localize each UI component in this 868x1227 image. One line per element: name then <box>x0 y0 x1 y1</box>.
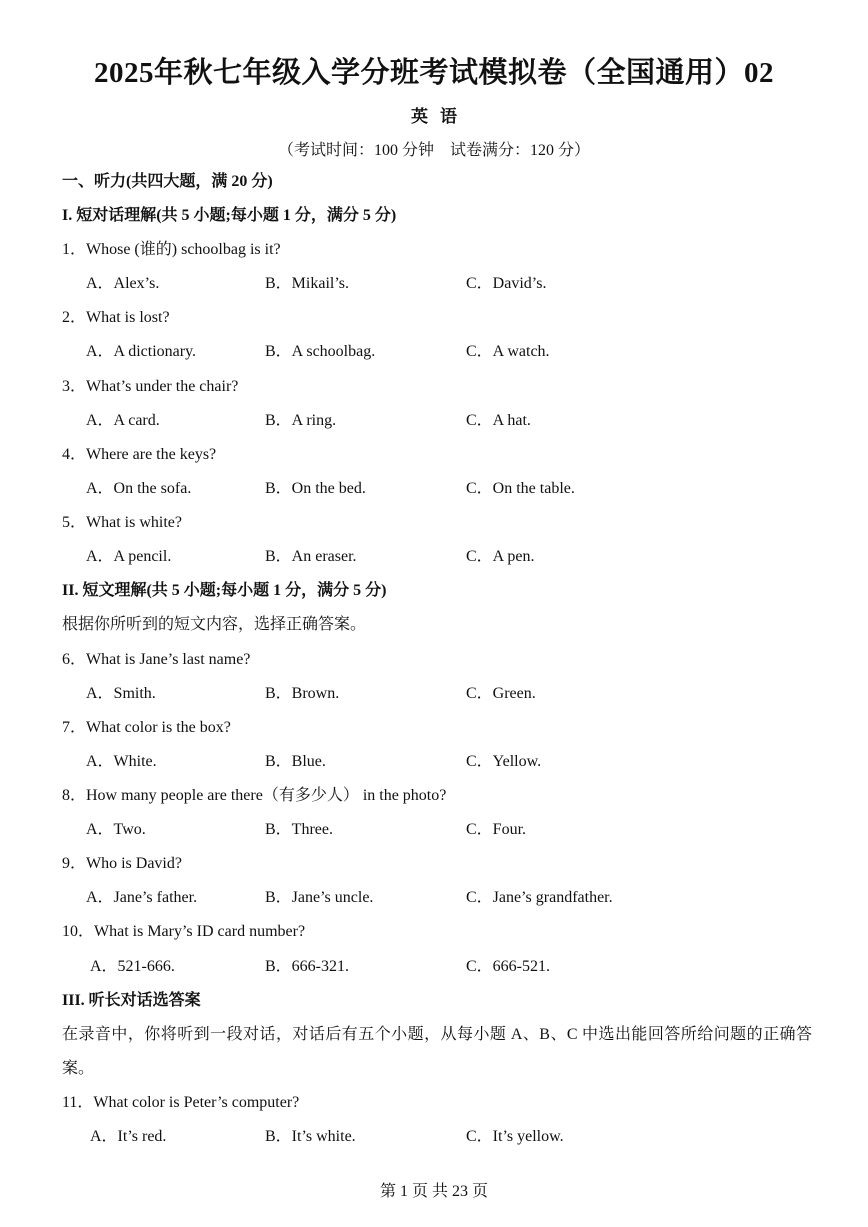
q11-option-c: C．It’s yellow. <box>466 1128 564 1145</box>
q1-option-b: B．Mikail’s. <box>265 275 350 292</box>
q11-option-a: A．It’s red. <box>90 1128 167 1145</box>
q8-option-c: C．Four. <box>466 821 527 838</box>
q6-option-b: B．Brown. <box>265 685 340 702</box>
q2-option-b: B．A schoolbag. <box>265 343 376 360</box>
section-heading-listening: 一、听力(共四大题，满 20 分) <box>62 173 273 190</box>
question-9: 9．Who is David? <box>62 855 182 872</box>
q9-option-a: A．Jane’s father. <box>86 889 198 906</box>
q4-option-a: A．On the sofa. <box>86 480 192 497</box>
q7-option-c: C．Yellow. <box>466 753 542 770</box>
page-title: 2025年秋七年级入学分班考试模拟卷（全国通用）02 <box>93 57 774 89</box>
exam-full-score: 试卷满分：120 分） <box>450 142 591 159</box>
q5-option-b: B．An eraser. <box>265 548 357 565</box>
q6-option-a: A．Smith. <box>86 685 156 702</box>
q2-option-c: C．A watch. <box>466 343 550 360</box>
q10-option-c: C．666-521. <box>466 958 551 975</box>
q4-option-c: C．On the table. <box>466 480 575 497</box>
subject-label: 英语 <box>411 107 469 126</box>
question-11: 11．What color is Peter’s computer? <box>62 1094 300 1111</box>
question-6: 6．What is Jane’s last name? <box>62 651 251 668</box>
q11-option-b: B．It’s white. <box>265 1128 356 1145</box>
question-5: 5．What is white? <box>62 514 182 531</box>
q10-option-a: A．521-666. <box>90 958 175 975</box>
question-10: 10．What is Mary’s ID card number? <box>62 923 306 940</box>
question-1: 1．Whose (谁的) schoolbag is it? <box>62 241 281 258</box>
q5-option-a: A．A pencil. <box>86 548 172 565</box>
q1-option-c: C．David’s. <box>466 275 547 292</box>
q2-option-a: A．A dictionary. <box>86 343 197 360</box>
exam-info <box>0 137 868 160</box>
q6-option-c: C．Green. <box>466 685 536 702</box>
part2-instruction: 根据你所听到的短文内容，选择正确答案。 <box>62 616 367 633</box>
q3-option-c: C．A hat. <box>466 412 531 429</box>
part-heading-short-dialogue: I. 短对话理解(共 5 小题;每小题 1 分，满分 5 分) <box>62 207 397 224</box>
q8-option-a: A．Two. <box>86 821 146 838</box>
question-2: 2．What is lost? <box>62 309 170 326</box>
page-number: 第 1 页 共 23 页 <box>379 1183 488 1200</box>
question-3: 3．What’s under the chair? <box>62 378 239 395</box>
q8-option-b: B．Three. <box>265 821 333 838</box>
part-heading-long-dialogue: III. 听长对话选答案 <box>62 992 201 1009</box>
part3-instruction: 在录音中，你将听到一段对话，对话后有五个小题，从每小题 A、B、C 中选出能回答所给问题的正确答案。 <box>62 1026 812 1077</box>
q7-option-a: A．White. <box>86 753 157 770</box>
q9-option-b: B．Jane’s uncle. <box>265 889 374 906</box>
q3-option-b: B．A ring. <box>265 412 337 429</box>
q3-option-a: A．A card. <box>86 412 160 429</box>
question-4: 4．Where are the keys? <box>62 446 217 463</box>
question-8: 8．How many people are there（有多少人） in the photo? <box>62 787 447 804</box>
q4-option-b: B．On the bed. <box>265 480 366 497</box>
q9-option-c: C．Jane’s grandfather. <box>466 889 613 906</box>
q5-option-c: C．A pen. <box>466 548 535 565</box>
q7-option-b: B．Blue. <box>265 753 326 770</box>
exam-time: （考试时间：100 分钟 <box>277 142 434 159</box>
q1-option-a: A．Alex’s. <box>86 275 160 292</box>
part-heading-passage: II. 短文理解(共 5 小题;每小题 1 分，满分 5 分) <box>62 582 387 599</box>
question-7: 7．What color is the box? <box>62 719 231 736</box>
q10-option-b: B．666-321. <box>265 958 350 975</box>
